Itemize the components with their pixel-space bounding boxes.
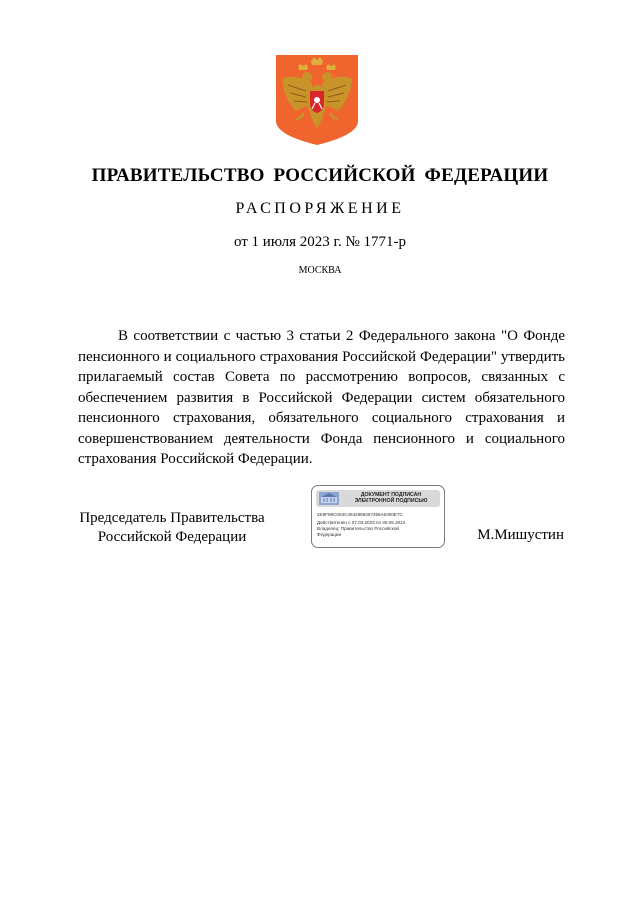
document-date-number: от 1 июля 2023 г. № 1771-р [233,234,407,250]
stamp-header-line2: ЭЛЕКТРОННОЙ ПОДПИСЬЮ [354,498,428,505]
signer-title-line1: Председатель Правительства [79,510,265,526]
stamp-header-text [342,492,440,505]
government-title: ПРАВИТЕЛЬСТВО РОССИЙСКОЙ ФЕДЕРАЦИИ [91,165,549,186]
government-building-icon [319,492,339,505]
stamp-header [316,490,440,507]
signer-title-line2: Российской Федерации [97,529,247,545]
stamp-validity: Действителен с 07.03.2023 по 30.05.2024 [317,520,406,525]
stamp-owner-line2: Федерации [317,532,342,537]
document-city: МОСКВА [298,265,342,276]
stamp-owner-line1: Владелец: Правительство Российской [317,526,399,531]
coat-of-arms-emblem [276,55,358,145]
document-body-text: В соответствии с частью 3 статьи 2 Федерального закона "О Фонде пенсионного и социального страхования Российской Федерации" утвердить прилагаемый состав Совета по рассмотрению вопросов, связанных с обеспечением развития в Российской Федерации систем обязательного пенсионного страхования, обязательного социального страхования и совершенствованием деятельности Фонда пенсионного и социального страхования Российской Федерации. [78,328,565,467]
electronic-signature-stamp [311,485,445,548]
document-type: РАСПОРЯЖЕНИЕ [235,200,405,217]
stamp-header-line1: ДОКУМЕНТ ПОДПИСАН [360,492,422,498]
stamp-certificate: 2E6F99C053C4642886367358A6300E7C [317,512,403,517]
signer-name: М.Мишустин [477,527,564,543]
signer-title [74,509,270,547]
